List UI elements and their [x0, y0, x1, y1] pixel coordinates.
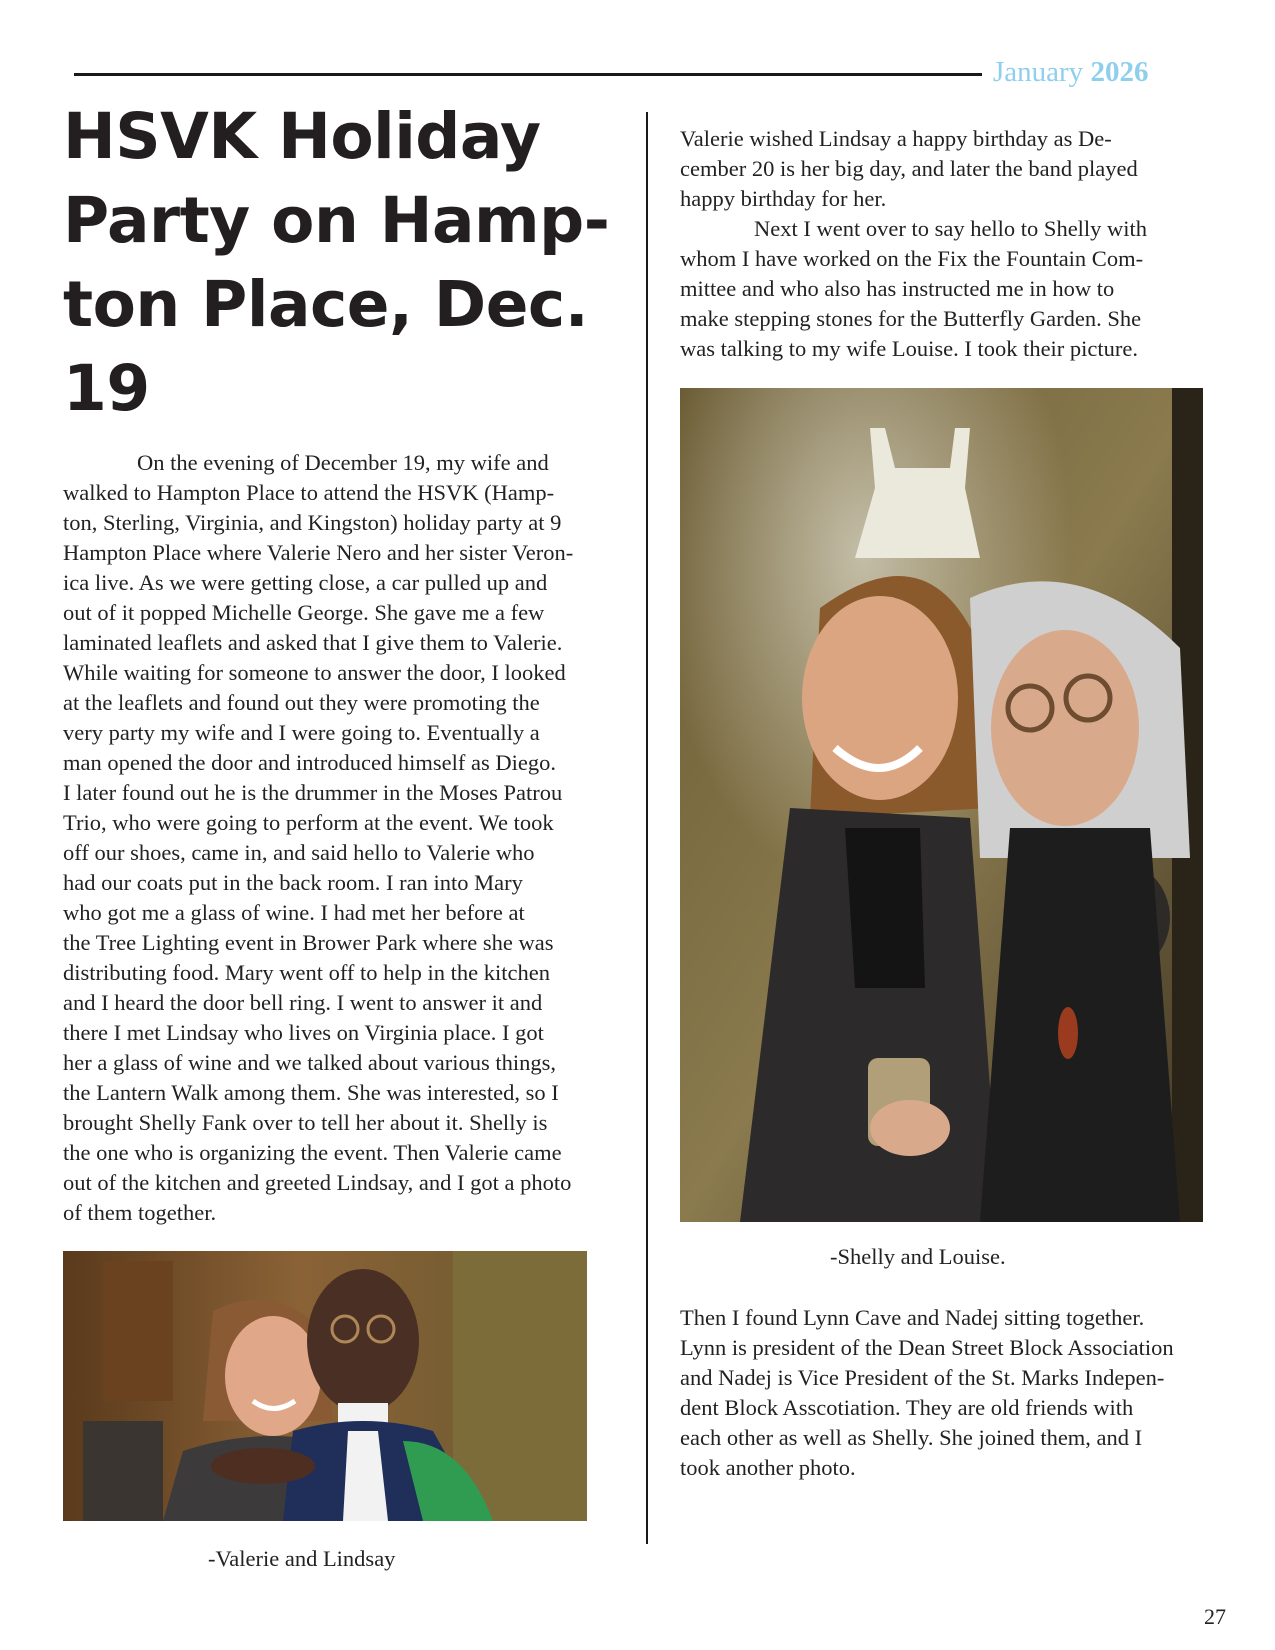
text-line: While waiting for someone to answer the door, I looked	[63, 660, 566, 685]
caption-shelly-and-louise: -Shelly and Louise.	[830, 1244, 1006, 1269]
text-line: off our shoes, came in, and said hello to Valerie who	[63, 840, 535, 865]
text-line: her a glass of wine and we talked about various things,	[63, 1050, 557, 1075]
text-line: took another photo.	[680, 1455, 856, 1480]
title-line: Party on Hamp-	[63, 184, 610, 257]
paragraph-right-2	[680, 214, 1210, 364]
paragraph-right-1	[680, 124, 1210, 214]
text-line: ica live. As we were getting close, a car pulled up and	[63, 570, 548, 595]
text-line: Hampton Place where Valerie Nero and her sister Veron-	[63, 540, 574, 565]
text-line: distributing food. Mary went off to help in the kitchen	[63, 960, 551, 985]
text-line: On the evening of December 19, my wife and	[137, 450, 549, 475]
paragraph-right-3	[680, 1303, 1240, 1483]
text-line: who got me a glass of wine. I had met her before at	[63, 900, 525, 925]
text-line: the Lantern Walk among them. She was interested, so I	[63, 1080, 559, 1105]
text-line: Trio, who were going to perform at the event. We took	[63, 810, 554, 835]
text-line: make stepping stones for the Butterfly Garden. She	[680, 306, 1142, 331]
title-line: HSVK Holiday	[63, 100, 541, 173]
text-line: dent Block Asscotiation. They are old friends with	[680, 1395, 1134, 1420]
text-line: at the leaflets and found out they were promoting the	[63, 690, 540, 715]
text-line: happy birthday for her.	[680, 186, 887, 211]
text-line: Then I found Lynn Cave and Nadej sitting together.	[680, 1305, 1145, 1330]
photo-valerie-and-lindsay	[63, 1251, 587, 1521]
text-line: Next I went over to say hello to Shelly with	[754, 216, 1148, 241]
article-body-left	[63, 448, 635, 1228]
text-line: of them together.	[63, 1200, 217, 1225]
text-line: was talking to my wife Louise. I took their picture.	[680, 336, 1139, 361]
text-line: out of it popped Michelle George. She gave me a few	[63, 600, 545, 625]
article-title	[63, 95, 623, 431]
text-line: each other as well as Shelly. She joined them, and I	[680, 1425, 1143, 1450]
text-line: and Nadej is Vice President of the St. Marks Indepen-	[680, 1365, 1165, 1390]
caption-valerie-and-lindsay: -Valerie and Lindsay	[208, 1546, 396, 1571]
text-line: the one who is organizing the event. Then Valerie came	[63, 1140, 562, 1165]
column-divider	[646, 112, 648, 1544]
text-line: whom I have worked on the Fix the Fountain Com-	[680, 246, 1144, 271]
article-body-right-bottom	[680, 1303, 1240, 1483]
text-line: had our coats put in the back room. I ran into Mary	[63, 870, 523, 895]
paragraph-left	[63, 448, 635, 1228]
text-line: there I met Lindsay who lives on Virginia place. I got	[63, 1020, 544, 1045]
text-line: walked to Hampton Place to attend the HSVK (Hamp-	[63, 480, 555, 505]
text-line: cember 20 is her big day, and later the band played	[680, 156, 1138, 181]
header-rule	[74, 73, 982, 76]
text-line: brought Shelly Fank over to tell her about it. Shelly is	[63, 1110, 548, 1135]
article-body-right-top	[680, 124, 1210, 364]
text-line: Valerie wished Lindsay a happy birthday as De-	[680, 126, 1112, 151]
text-line: man opened the door and introduced himself as Diego.	[63, 750, 556, 775]
issue-date	[993, 56, 1148, 89]
text-line: and I heard the door bell ring. I went to answer it and	[63, 990, 543, 1015]
text-line: very party my wife and I were going to. Eventually a	[63, 720, 540, 745]
title-line: ton Place, Dec.	[63, 268, 589, 341]
title-line: 19	[63, 352, 150, 425]
text-line: ton, Sterling, Virginia, and Kingston) holiday party at 9	[63, 510, 562, 535]
text-line: out of the kitchen and greeted Lindsay, and I got a photo	[63, 1170, 572, 1195]
text-line: laminated leaflets and asked that I give them to Valerie.	[63, 630, 563, 655]
text-line: mittee and who also has instructed me in how to	[680, 276, 1115, 301]
text-line: I later found out he is the drummer in the Moses Patrou	[63, 780, 563, 805]
page-number: 27	[1204, 1604, 1226, 1629]
issue-year: 2026	[1090, 56, 1149, 88]
issue-month: January	[993, 56, 1084, 88]
text-line: the Tree Lighting event in Brower Park where she was	[63, 930, 554, 955]
photo-shelly-and-louise	[680, 388, 1203, 1222]
text-line: Lynn is president of the Dean Street Block Association	[680, 1335, 1174, 1360]
